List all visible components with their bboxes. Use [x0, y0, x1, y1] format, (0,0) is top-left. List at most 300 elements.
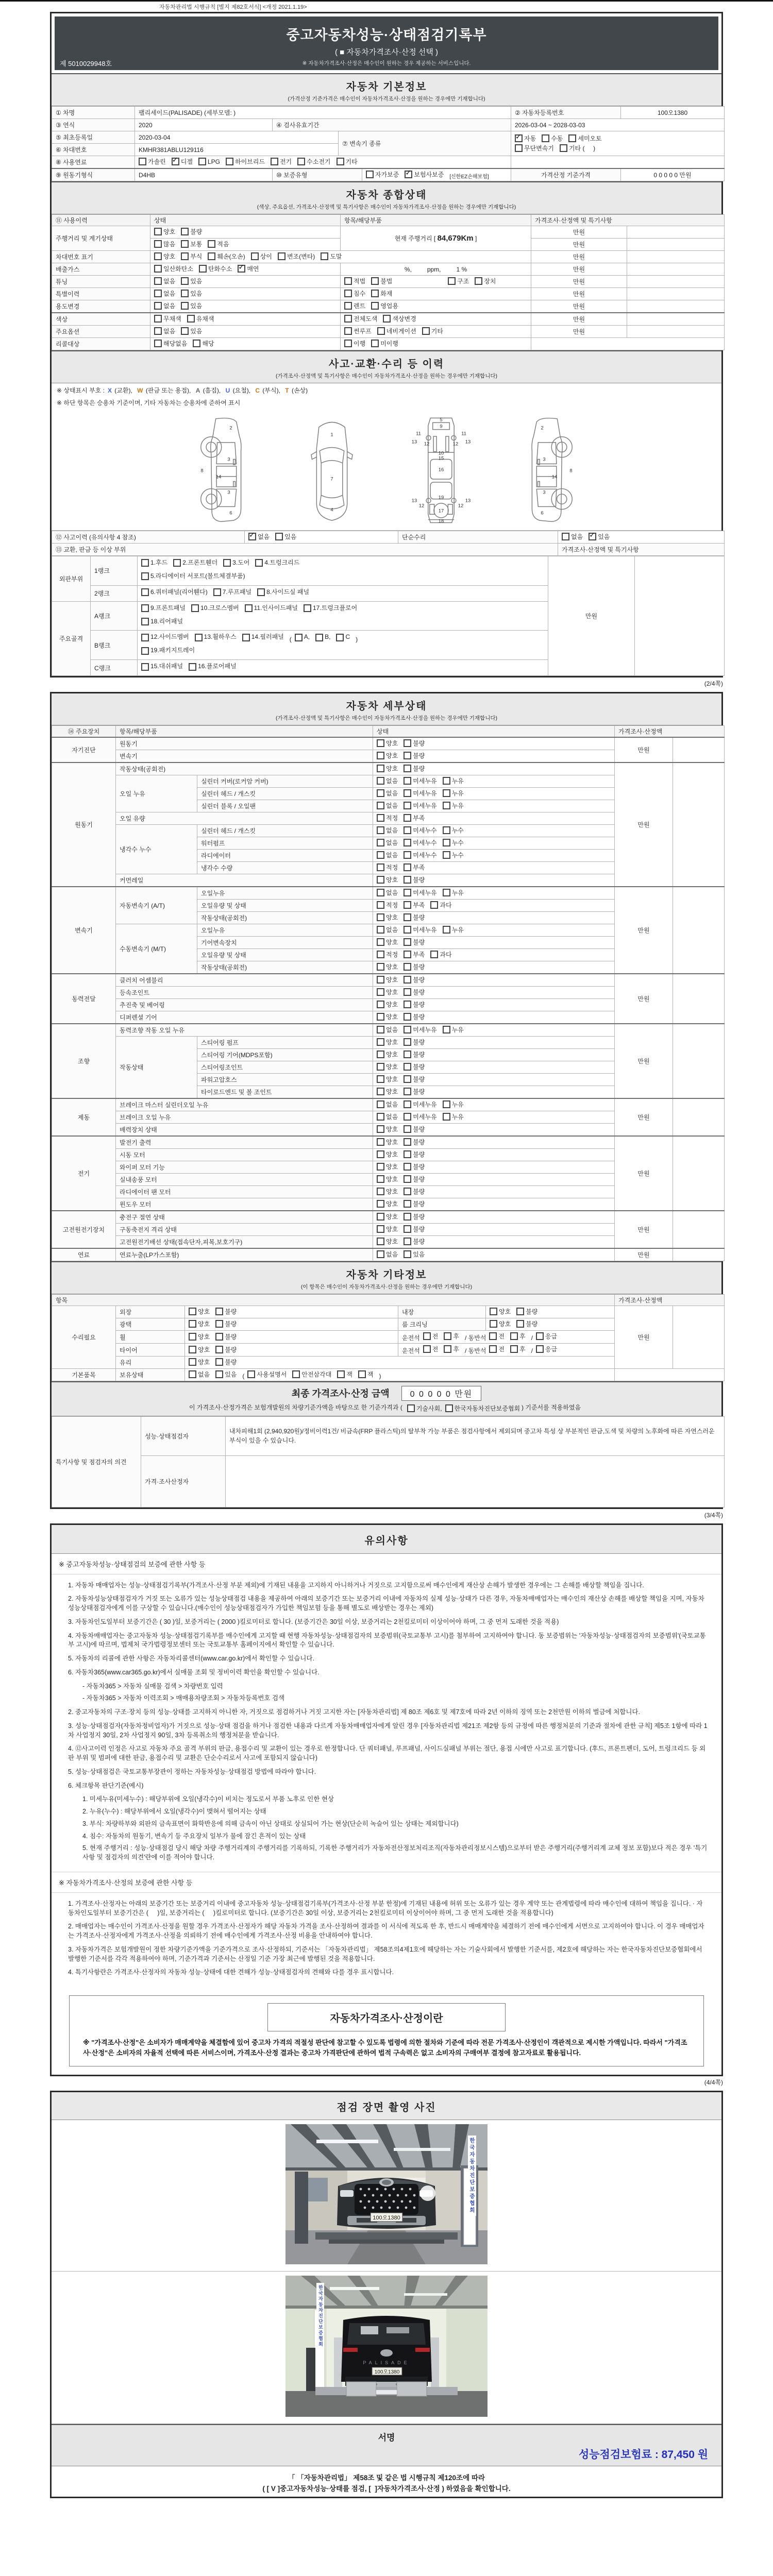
- checkbox-label: 응급: [545, 1346, 558, 1353]
- checkbox-label: 없음: [163, 302, 176, 310]
- polish-label: 광택: [116, 1318, 185, 1331]
- panel-number-label: 13: [411, 439, 417, 445]
- final-price-label: 최종 가격조사·산정 금액: [291, 1388, 390, 1399]
- detail-row: [52, 737, 725, 750]
- checkbox-box-icon: [223, 559, 231, 567]
- recall-parts: [341, 338, 531, 350]
- checkbox: [189, 1358, 210, 1366]
- checkbox-box-icon: [377, 1026, 384, 1033]
- checkbox-box-icon: [443, 889, 450, 896]
- checkbox-box-icon: [404, 963, 411, 971]
- checkbox: [377, 1112, 398, 1121]
- checkbox-label: 양호: [386, 939, 398, 946]
- remarks-blank-cell: [673, 887, 725, 974]
- checkbox-label: 누수: [451, 827, 464, 835]
- legend-code: T: [285, 387, 289, 394]
- checkbox-box-icon: [443, 789, 450, 797]
- table-header-row: [52, 726, 725, 738]
- state-options: [373, 887, 615, 900]
- panel-number-label: 3: [227, 456, 230, 463]
- checkbox-label: 부족: [413, 815, 425, 822]
- checkbox-label: 양호: [386, 1238, 398, 1246]
- rank-row: [52, 556, 725, 586]
- checkbox-label: 없음: [386, 1113, 398, 1121]
- checkbox: [407, 1404, 442, 1413]
- state-options: [373, 825, 615, 837]
- checkbox-box-icon: [444, 1332, 451, 1340]
- checkbox: [383, 314, 416, 323]
- checkbox: [141, 603, 186, 614]
- checkbox-box-icon: [423, 1332, 431, 1340]
- checkbox-box-icon: [404, 926, 411, 934]
- checkbox: [141, 557, 167, 569]
- checkbox: [404, 1199, 425, 1208]
- state-options: [373, 1061, 615, 1074]
- checkbox-label: 불량: [413, 1139, 425, 1146]
- checkbox-box-icon: [404, 1225, 411, 1233]
- checkbox-label: 불량: [413, 976, 425, 984]
- checkbox: [208, 252, 245, 261]
- checkbox: [404, 814, 425, 822]
- remarks-blank-cell: [627, 326, 725, 338]
- checkbox-label: 이행: [354, 340, 366, 347]
- checkbox-label: 불량: [413, 1013, 425, 1021]
- legend-codes: [105, 387, 308, 394]
- document-subtitle: ( ■ 자동차가격조사·산정 선택 ): [334, 48, 439, 57]
- checkbox: [536, 1345, 557, 1353]
- checkbox-label: 불량: [413, 752, 425, 760]
- rank-group-label: 주요골격: [52, 601, 91, 675]
- checkbox: [404, 776, 436, 785]
- checkbox: [377, 1075, 398, 1083]
- checkbox-box-icon: [215, 1308, 223, 1315]
- rank-items: [138, 585, 548, 601]
- checkbox: [141, 661, 183, 672]
- checkbox: [377, 1100, 398, 1109]
- checkbox: [377, 1199, 398, 1208]
- checkbox-box-icon: [407, 1404, 415, 1412]
- checkbox: [377, 938, 398, 946]
- price-cell: 만원: [615, 1024, 673, 1098]
- checkbox: [377, 962, 398, 971]
- checkbox-label: 전: [432, 1346, 439, 1353]
- checkbox-label: 미세누유: [413, 802, 437, 810]
- col-state: 상태: [373, 726, 615, 738]
- checkbox-box-icon: [377, 1100, 384, 1108]
- checkbox-label: 없음: [163, 278, 176, 285]
- checkbox-label: 불량: [225, 1320, 237, 1328]
- checkbox-label: 양호: [198, 1320, 210, 1328]
- checkbox: [377, 863, 398, 872]
- checkbox-box-icon: [377, 777, 384, 785]
- checkbox-box-icon: [191, 604, 199, 612]
- checkbox-label: 양호: [386, 1076, 398, 1083]
- checkbox-box-icon: [404, 976, 411, 984]
- checkbox-box-icon: [589, 533, 596, 540]
- checkbox-box-icon: [173, 559, 181, 567]
- checkbox-box-icon: [560, 144, 567, 152]
- checkbox-box-icon: [377, 951, 384, 958]
- checkbox-label: 불량: [413, 1238, 425, 1246]
- special-history-options: [150, 288, 341, 300]
- overall-state-table: [52, 214, 725, 350]
- checkbox: [404, 888, 436, 897]
- checkbox-box-icon: [489, 1332, 497, 1340]
- checkbox-label: 양호: [386, 1151, 398, 1159]
- state-options: [373, 924, 615, 937]
- rank-label: A랭크: [91, 601, 138, 631]
- checkbox-box-icon: [404, 1001, 411, 1008]
- notice-item: 4. ⑫사고이력 인정은 사고로 자동차 주요 골격 부위의 판금, 용접수리 및 교환이 있는 경우로 한정합니다. 단 쿼터패널, 루프패널, 사이드실패널 부위는 절단, 용접 시에만 사고로 표기합니다. (후드, 프론트펜더, 도어, 트렁크리드 등 외판 부위 및 범퍼에 대한 판금, 용접수리 및 교환은 단순수리로서 사고에 포함되지 않습니다): [68, 1745, 706, 1762]
- checkbox: [215, 1345, 237, 1354]
- checkbox: [490, 1319, 511, 1328]
- state-options: [373, 1211, 615, 1224]
- checkbox-label: 있음: [190, 302, 203, 310]
- checkbox-box-icon: [271, 158, 278, 165]
- checkbox: [423, 1332, 439, 1341]
- checkbox-label: 양호: [386, 1200, 398, 1208]
- checkbox-box-icon: [208, 240, 215, 248]
- checkbox: [377, 789, 398, 798]
- checkbox-label: 불량: [413, 1001, 425, 1009]
- checkbox: [404, 1012, 425, 1021]
- checkbox: [154, 314, 181, 323]
- price-cell: 만원: [548, 556, 635, 676]
- checkbox-box-icon: [371, 290, 379, 297]
- section-basic-info-note: (가격산정 기준가격은 매수인이 자동차가격조사·산정을 원하는 경우에만 기재합니다): [288, 96, 485, 102]
- checkbox-label: 응급: [545, 1333, 558, 1341]
- checkbox: [226, 157, 265, 166]
- checkbox: [215, 1358, 237, 1366]
- checkbox-box-icon: [445, 1404, 453, 1412]
- checkbox: [377, 1087, 398, 1096]
- inspection-photo-rear: [285, 2276, 488, 2419]
- emission-options: [150, 263, 341, 276]
- checkbox: [154, 339, 187, 348]
- checkbox: [377, 950, 398, 959]
- checkbox-box-icon: [344, 277, 352, 285]
- checkbox-label: 가솔린: [148, 158, 166, 165]
- table-row: [52, 338, 725, 350]
- detail-row: [52, 1024, 725, 1037]
- wheel-options: [185, 1331, 398, 1344]
- section-overall-note: (색상, 주요옵션, 가격조사·산정액 및 특기사항은 매수인이 자동차가격조사·산정을 원하는 경우에만 기재합니다): [257, 204, 516, 210]
- checkbox-label: 화재: [380, 290, 393, 297]
- item-label: 냉각수 수량: [197, 862, 373, 874]
- section-other-note: (이 항목은 매수인이 자동차가격조사·산정을 원하는 경우에만 기재합니다): [300, 1284, 473, 1291]
- notices-sec2-title: ※ 자동차가격조사·산정의 보증에 관한 사항 등: [52, 1872, 721, 1893]
- checkbox-label: 양호: [198, 1359, 210, 1366]
- exterior-options: [185, 1306, 398, 1318]
- checkbox-label: 없음: [571, 533, 583, 540]
- checkbox-label: 양호: [163, 228, 176, 235]
- checkbox-label: 과다: [440, 902, 452, 909]
- checkbox: [189, 1332, 210, 1341]
- checkbox-label: 침수: [354, 290, 366, 297]
- checkbox: [304, 603, 357, 614]
- checkbox: [404, 851, 436, 859]
- checkbox: [404, 1138, 425, 1146]
- remarks-blank-cell: [673, 1136, 725, 1211]
- checkbox: [377, 1175, 398, 1183]
- state-options: [373, 1149, 615, 1161]
- checkbox: [377, 776, 398, 785]
- page-marker-2: (2/4쪽): [704, 680, 723, 688]
- checkbox-box-icon: [404, 826, 411, 834]
- document-title: 중고자동차성능·상태점검기록부: [286, 27, 487, 43]
- checkbox: [344, 277, 365, 285]
- checkbox: [377, 814, 398, 822]
- checkbox-label: 불량: [413, 1226, 425, 1233]
- checkbox: [377, 801, 398, 810]
- state-options: [373, 775, 615, 788]
- checkbox: [404, 1175, 425, 1183]
- panel-number-label: 1: [330, 432, 333, 438]
- checkbox: [404, 1025, 436, 1034]
- checkbox-label: 도말: [330, 253, 342, 260]
- panel-rank-table: [52, 556, 725, 676]
- checkbox-box-icon: [443, 851, 450, 859]
- checkbox: [443, 826, 464, 835]
- checkbox-label: 장치: [484, 278, 496, 285]
- device-group-label: 자기진단: [52, 737, 116, 762]
- checkbox-label: 보통: [190, 241, 203, 248]
- panel-number-label: 2: [541, 425, 544, 431]
- checkbox-box-icon: [187, 315, 195, 323]
- checkbox-label: 누유: [451, 926, 464, 934]
- checkbox-label: 없음: [386, 1026, 398, 1034]
- state-options: [373, 974, 615, 987]
- section-detail-band: [52, 693, 721, 725]
- notice-item: 4. 자동차매매업자는 중고자동차 성능·상태점검기록부를 매수인에게 고지할 때 현행 자동차성능·상태점검자의 보증범위(국토교통부 고시)를 첨부하여 고지하여야 합니다. 동 보증범위는 '자동차성능·상태점검자의 보증범위'(국토교통부 고시)에 따르며, 법제처 국가법령정보센터 또는 국토교통부 홈페이지에서 확인할 수 있습니다.: [68, 1632, 706, 1649]
- exchange-label: ⑬ 교환, 판금 등 이상 부위: [52, 544, 558, 556]
- main-option-parts: [341, 326, 531, 338]
- checkbox-box-icon: [562, 533, 569, 540]
- checkbox: [404, 789, 436, 798]
- panel-number-label: 7: [330, 476, 333, 482]
- checkbox-label: 없음: [258, 533, 270, 540]
- checkbox-box-icon: [366, 171, 374, 178]
- section-overall-band: [52, 181, 721, 214]
- checkbox: [377, 1012, 398, 1021]
- checkbox: [292, 1370, 331, 1379]
- remarks-blank-cell: [635, 556, 725, 676]
- rank-label: 2랭크: [91, 585, 138, 601]
- checkbox-box-icon: [377, 1200, 384, 1208]
- checkbox-box-icon: [443, 826, 450, 834]
- device-sub-label: 냉각수 누수: [116, 825, 197, 874]
- checkbox-label: 미세누유: [413, 889, 437, 897]
- checkbox-label: 영업용: [380, 302, 398, 310]
- col-main-device: ⑭ 주요장치: [52, 726, 116, 738]
- page-3: [50, 1523, 723, 2076]
- item-label: 라디에이터 팬 모터: [116, 1186, 373, 1198]
- checkbox: [344, 301, 365, 310]
- checkbox-box-icon: [248, 533, 256, 540]
- checkbox-label: 양호: [198, 1308, 210, 1316]
- checkbox-label: 누유: [451, 1113, 464, 1121]
- checkbox: [181, 327, 202, 335]
- checkbox-label: 양호: [386, 1051, 398, 1059]
- state-code-legend-note: ※ 하단 항목은 승용차 기준이며, 기타 자동차는 승용차에 준하여 표시: [57, 399, 241, 406]
- text-token: / 동반석: [464, 1334, 486, 1342]
- checkbox: [515, 144, 554, 152]
- checkbox-label: 불량: [413, 1151, 425, 1159]
- checkbox: [377, 1162, 398, 1171]
- tire-positions: [398, 1344, 615, 1357]
- color-options: [150, 313, 341, 326]
- section-other-title: 자동차 기타정보: [346, 1269, 427, 1281]
- checkbox: [215, 1319, 237, 1328]
- recall-label: 리콜대상: [52, 338, 150, 350]
- checkbox-box-icon: [404, 839, 411, 846]
- checkbox: [510, 1332, 526, 1341]
- inspection-photo-front: [285, 2124, 488, 2267]
- warranty-options: [362, 168, 511, 181]
- checkbox-label: 15.대쉬패널: [150, 663, 183, 670]
- table-row: [52, 168, 725, 181]
- panel-number-label: 12: [452, 441, 459, 447]
- checkbox-checked: [238, 264, 259, 273]
- fuel-options: [135, 156, 511, 169]
- form-regulation-note: 자동차관리법 시행규칙 [별지 제82호서식] <개정 2021.1.19>: [159, 4, 307, 10]
- item-label: 실린더 헤드 / 개스킷: [197, 825, 373, 837]
- table-row: [52, 313, 725, 326]
- item-label: 고전원전기배선 상태(접속단자,피복,보호기구): [116, 1236, 373, 1249]
- checkbox: [275, 532, 296, 541]
- checkbox-label: 변조(변타): [287, 253, 315, 260]
- checkbox-box-icon: [154, 315, 162, 323]
- checkbox-box-icon: [297, 158, 305, 165]
- notice-item: 3. 자동차인도일부터 보증기간은 ( 30 )일, 보증거리는 ( 2000 )킬로미터로 합니다. (보증기간은 30일 이상, 보증거리는 2천킬로미터 이상이어야 하며, 그 중 먼저 도래한 것을 적용): [68, 1618, 559, 1625]
- checkbox-label: 불량: [413, 765, 425, 773]
- checkbox: [404, 1125, 425, 1133]
- checkbox-label: 양호: [386, 989, 398, 996]
- remarks-blank-cell: [627, 300, 725, 313]
- checkbox-label: B,: [325, 633, 331, 641]
- checkbox-box-icon: [404, 1038, 411, 1046]
- table-row: [52, 1455, 725, 1507]
- state-options: [373, 1086, 615, 1099]
- state-options: [373, 788, 615, 800]
- checkbox-box-icon: [377, 976, 384, 984]
- year-value: 2020: [135, 119, 273, 131]
- tire-options: [185, 1344, 398, 1357]
- checkbox: [445, 1404, 520, 1413]
- checkbox-box-icon: [377, 876, 384, 884]
- appraiser-label: 가격·조사산정자: [141, 1455, 226, 1507]
- checkbox-label: 부족: [413, 951, 425, 959]
- checkbox-box-icon: [315, 634, 323, 641]
- checkbox-label: 후: [519, 1346, 526, 1353]
- checkbox: [181, 252, 202, 261]
- checkbox-box-icon: [404, 1175, 411, 1183]
- checkbox: [404, 1212, 425, 1221]
- notice-item: - 자동차365 > 자동차 실매물 검색 > 차량번호 입력: [82, 1682, 223, 1690]
- checkbox: [404, 1162, 425, 1171]
- panel-number-label: 16: [438, 467, 444, 473]
- remarks-blank-cell: [673, 1248, 725, 1261]
- inspector-remarks-text: 내차피해1회 (2,940,920원)/정비이력1건/ 비금속(FRP 플라스틱)의 탈부착 가능 부품은 점검사항에서 제외되며 중고차 특성 상 부분적인 판금,도색 및 차량의 노후화에 따른 자연스러운 부식이 있을 수 있습니다.: [226, 1416, 725, 1455]
- item-label: 윈도우 모터: [116, 1198, 373, 1211]
- checkbox-box-icon: [181, 302, 189, 310]
- checkbox-label: 보험사보증: [414, 171, 444, 178]
- section-photos-title: 점검 장면 촬영 사진: [337, 2102, 436, 2113]
- item-label: 오일누유: [197, 887, 373, 900]
- detail-row: [52, 974, 725, 987]
- remarks-blank-cell: [673, 1211, 725, 1248]
- checkbox: [377, 739, 398, 748]
- checkbox-label: 있음: [284, 533, 297, 540]
- checkbox-label: 양호: [386, 1163, 398, 1171]
- checkbox-box-icon: [181, 228, 189, 235]
- first-reg-value: 2020-03-04: [135, 131, 339, 144]
- vin-mark-options: [150, 251, 531, 263]
- table-row: [52, 156, 725, 169]
- price-cell: 만원: [531, 326, 627, 338]
- notice-item: 5. 자동차의 리콜에 관한 사항은 자동차리콜센터(www.car.go.kr)에서 확인할 수 있습니다.: [68, 1655, 314, 1663]
- checkbox-box-icon: [154, 265, 162, 273]
- checkbox-label: 불량: [413, 1039, 425, 1046]
- reg-no-value: 100오1380: [621, 107, 725, 119]
- checkbox: [377, 1038, 398, 1046]
- glass-label: 유리: [116, 1357, 185, 1369]
- checkbox: [404, 962, 425, 971]
- checkbox: [404, 1100, 436, 1109]
- checkbox: [141, 587, 208, 598]
- checkbox-label: 양호: [386, 1126, 398, 1133]
- emission-label: 배출가스: [52, 263, 150, 276]
- checkbox: [297, 157, 330, 166]
- checkbox-box-icon: [181, 252, 189, 260]
- remarks-table: [52, 1416, 725, 1507]
- checkbox-label: 7.루프패널: [222, 588, 252, 596]
- state-options: [373, 800, 615, 812]
- accident-history-label: ⑫ 사고이력 (유의사항 4 참조): [52, 531, 245, 544]
- tuning-label: 튜닝: [52, 276, 150, 288]
- notice-item: 6. 자동차365(www.car365.go.kr)에서 실매물 조회 및 정비이력 확인을 확인할 수 있습니다.: [68, 1668, 320, 1676]
- item-label: 충전구 절연 상태: [116, 1211, 373, 1224]
- checkbox: [255, 557, 299, 569]
- device-sub-label: 자동변속기 (A/T): [116, 887, 197, 924]
- checkbox-label: 탄화수소: [208, 265, 232, 273]
- checkbox: [377, 901, 398, 909]
- table-row: [52, 1416, 725, 1455]
- checkbox: [371, 277, 392, 285]
- checkbox-box-icon: [189, 663, 196, 671]
- checkbox-box-icon: [516, 1308, 524, 1315]
- photo-row-front: [52, 2120, 721, 2272]
- checkbox: [516, 1307, 537, 1316]
- checkbox-label: 있음: [190, 290, 203, 297]
- panel-number-label: 10: [438, 450, 444, 456]
- checkbox-box-icon: [404, 1100, 411, 1108]
- car-side-left-diagram: [181, 414, 264, 525]
- checkbox-label: 양호: [386, 752, 398, 760]
- checkbox-box-icon: [404, 1188, 411, 1195]
- state-options: [373, 1024, 615, 1037]
- text-token: ): [379, 1372, 381, 1380]
- checkbox-box-icon: [377, 826, 384, 834]
- checkbox: [321, 252, 342, 261]
- price-cell: 만원: [615, 1136, 673, 1211]
- checkbox-box-icon: [278, 252, 285, 260]
- checkbox: [377, 764, 398, 773]
- checkbox-label: 불량: [225, 1359, 237, 1366]
- checkbox-box-icon: [139, 158, 146, 165]
- checkbox: [189, 1370, 210, 1379]
- checkbox-label: 불량: [225, 1346, 237, 1353]
